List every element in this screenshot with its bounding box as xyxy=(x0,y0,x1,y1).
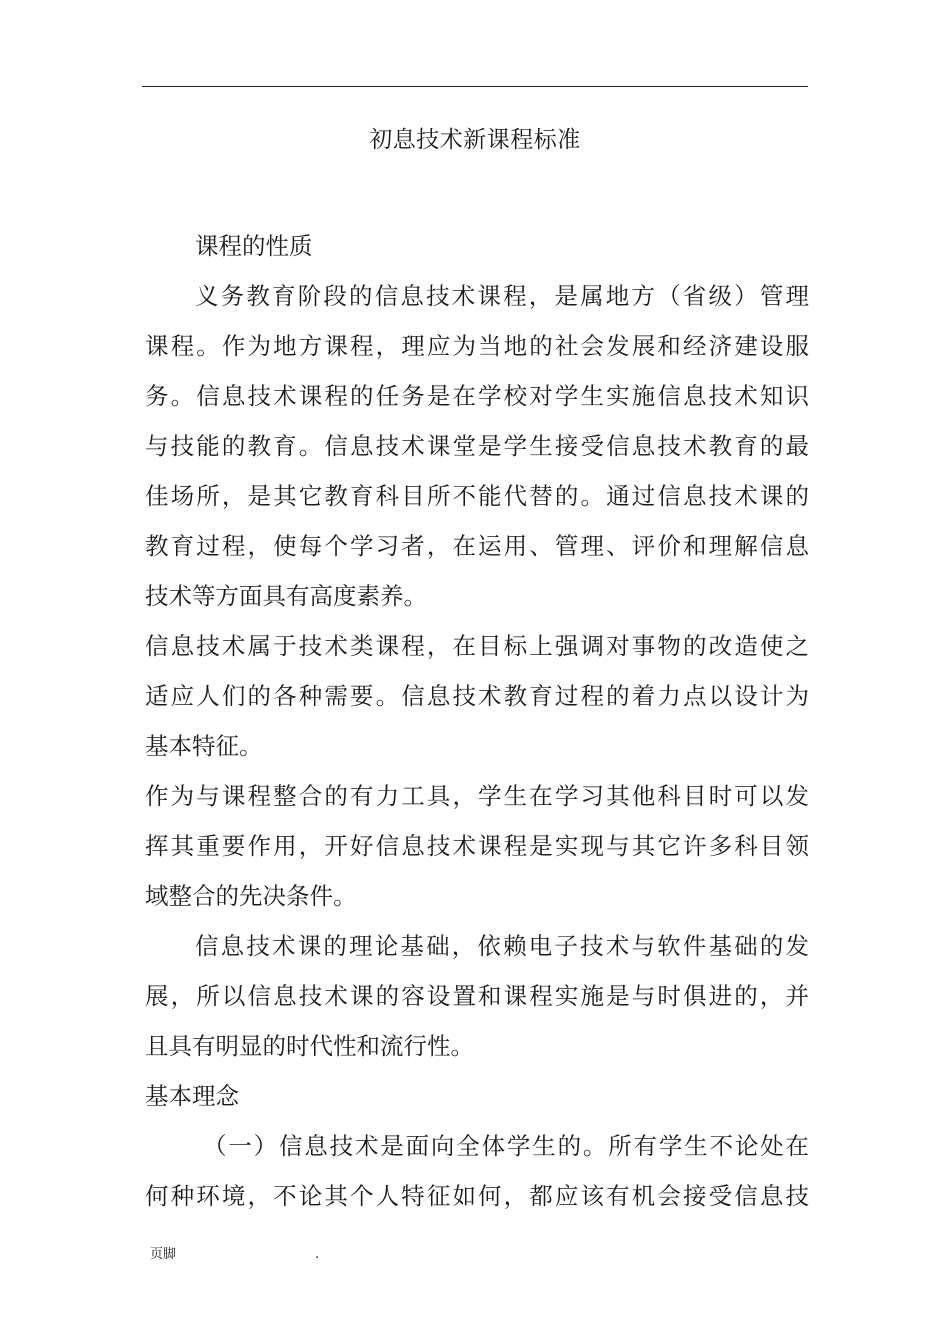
section-heading-concepts: 基本理念 xyxy=(145,1082,239,1110)
paragraph-line: 务。信息技术课程的任务是在学校对学生实施信息技术知识 xyxy=(145,382,809,410)
paragraph-line: 域整合的先决条件。 xyxy=(145,882,357,910)
paragraph-line: 与技能的教育。信息技术课堂是学生接受信息技术教育的最 xyxy=(145,432,809,460)
paragraph-line: 适应人们的各种需要。信息技术教育过程的着力点以设计为 xyxy=(145,682,809,710)
footer-mark: . xyxy=(315,1247,320,1262)
footer-label: 页脚 xyxy=(150,1247,177,1262)
page-title: 初息技术新课程标准 xyxy=(369,127,581,153)
paragraph-line: 挥其重要作用，开好信息技术课程是实现与其它许多科目领 xyxy=(145,832,809,860)
paragraph-line: 课程。作为地方课程，理应为当地的社会发展和经济建设服 xyxy=(145,332,809,360)
header-rule xyxy=(142,86,808,87)
paragraph-line: 信息技术属于技术类课程，在目标上强调对事物的改造使之 xyxy=(145,632,809,660)
paragraph-line: 且具有明显的时代性和流行性。 xyxy=(145,1032,474,1060)
document-body xyxy=(145,221,809,1221)
paragraph-line: 基本特征。 xyxy=(145,732,263,760)
paragraph-line: 义务教育阶段的信息技术课程，是属地方（省级）管理 xyxy=(195,282,809,310)
section-heading-nature: 课程的性质 xyxy=(195,232,313,260)
paragraph-line: 教育过程，使每个学习者，在运用、管理、评价和理解信息 xyxy=(145,532,809,560)
paragraph-line: 何种环境，不论其个人特征如何，都应该有机会接受信息技 xyxy=(145,1182,809,1210)
paragraph-line: 展，所以信息技术课的容设置和课程实施是与时俱进的，并 xyxy=(145,982,809,1010)
paragraph-line: 作为与课程整合的有力工具，学生在学习其他科目时可以发 xyxy=(145,782,809,810)
paragraph-line: （一）信息技术是面向全体学生的。所有学生不论处在 xyxy=(203,1132,809,1160)
paragraph-line: 信息技术课的理论基础，依赖电子技术与软件基础的发 xyxy=(195,932,809,960)
paragraph-line: 技术等方面具有高度素养。 xyxy=(145,582,427,610)
paragraph-line: 佳场所，是其它教育科目所不能代替的。通过信息技术课的 xyxy=(145,482,809,510)
